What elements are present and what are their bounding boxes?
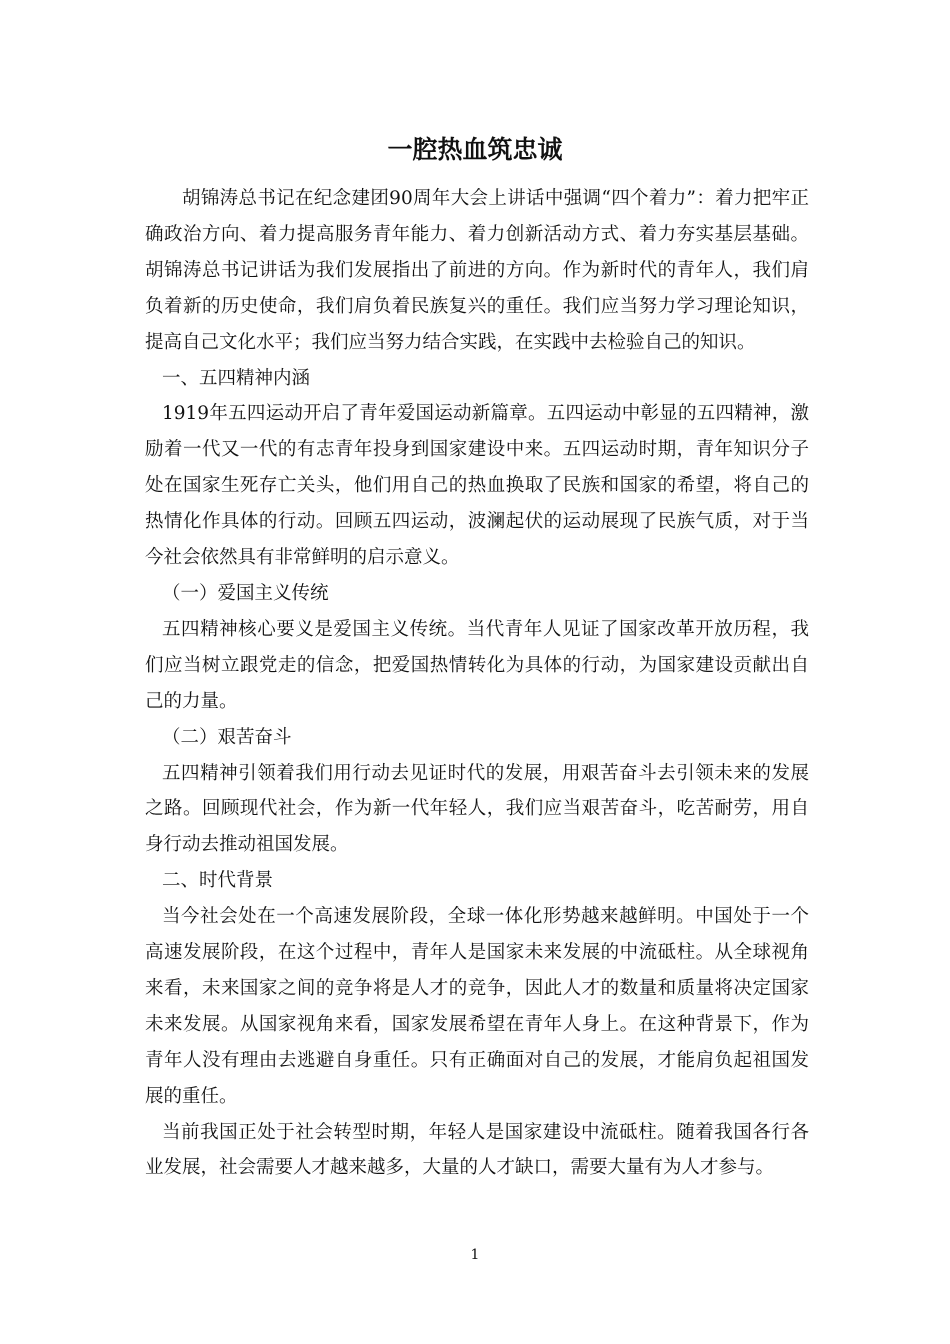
subsection-heading-1: （一）爱国主义传统 [162,582,329,604]
section-heading-1: 一、五四精神内涵 [162,367,311,389]
subsection-heading-2: （二）艰苦奋斗 [162,726,292,748]
paragraph-patriotism: 五四精神核心要义是爱国主义传统。当代青年人见证了国家改革开放历程，我们应当树立跟党走的信念，把爱国热情转化为具体的行动，为国家建设贡献出自己的力量。 [145,618,809,712]
intro-paragraph: 胡锦涛总书记在纪念建团90周年大会上讲话中强调“四个着力”：着力把牢正确政治方向、着力提高服务青年能力、着力创新活动方式、着力夯实基层基础。胡锦涛总书记讲话为我们发展指出了前进的方向。作为新时代的青年人，我们肩负着新的历史使命，我们肩负着民族复兴的重任。我们应当努力学习理论知识，提高自己文化水平；我们应当努力结合实践，在实践中去检验自己的知识。 [145,188,809,353]
paragraph-background: 当今社会处在一个高速发展阶段，全球一体化形势越来越鲜明。中国处于一个高速发展阶段，在这个过程中，青年人是国家未来发展的中流砥柱。从全球视角来看，未来国家之间的竞争将是人才的竞争，因此人才的数量和质量将决定国家未来发展。从国家视角来看，国家发展希望在青年人身上。在这种背景下，作为青年人没有理由去逃避自身重任。只有正确面对自己的发展，才能肩负起祖国发展的重任。 [145,906,809,1107]
paragraph-transition: 当前我国正处于社会转型时期，年轻人是国家建设中流砥柱。随着我国各行各业发展，社会需要人才越来越多，大量的人才缺口，需要大量有为人才参与。 [145,1121,809,1179]
document-title: 一腔热血筑忠诚 [387,135,563,164]
paragraph-hard-work: 五四精神引领着我们用行动去见证时代的发展，用艰苦奋斗去引领未来的发展之路。回顾现代社会，作为新一代年轻人，我们应当艰苦奋斗，吃苦耐劳，用自身行动去推动祖国发展。 [145,762,809,856]
paragraph-may-fourth: 1919年五四运动开启了青年爱国运动新篇章。五四运动中彰显的五四精神，激励着一代又一代的有志青年投身到国家建设中来。五四运动时期，青年知识分子处在国家生死存亡关头，他们用自己的热血换取了民族和国家的希望，将自己的热情化作具体的行动。回顾五四运动，波澜起伏的运动展现了民族气质，对于当今社会依然具有非常鲜明的启示意义。 [145,403,809,569]
document-body [145,181,809,1186]
page-number: 1 [470,1247,480,1263]
section-heading-2: 二、时代背景 [162,870,274,892]
